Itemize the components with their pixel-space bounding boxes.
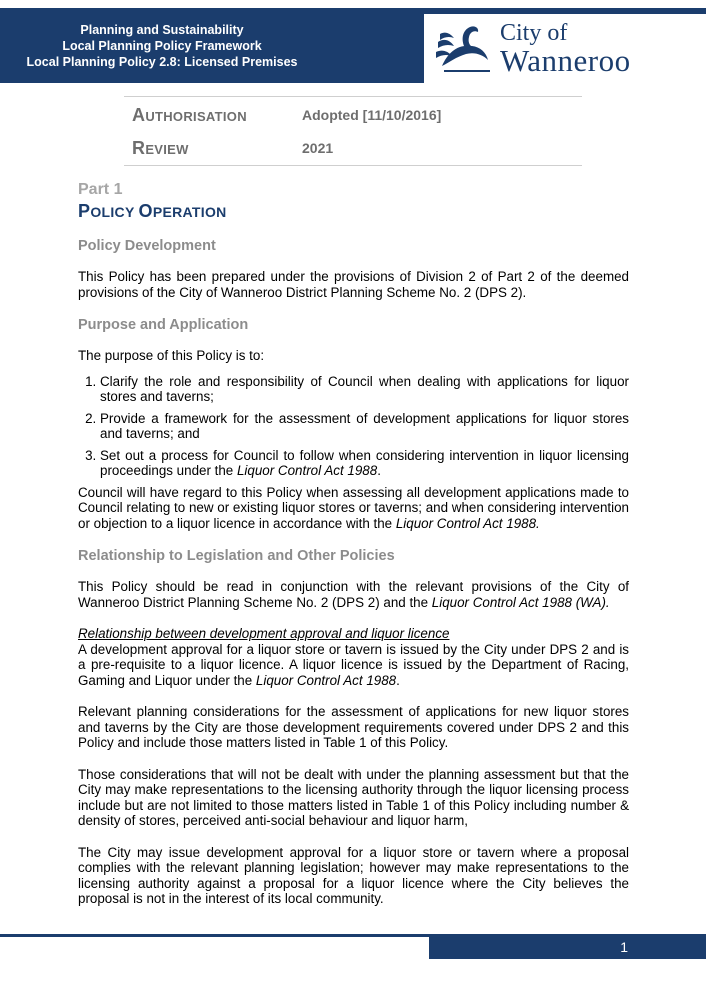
- purpose-item-3: [100, 448, 629, 479]
- review-label: [132, 138, 189, 158]
- authorisation-label-cap: A: [132, 105, 146, 125]
- review-label-cap: R: [132, 138, 146, 158]
- approval-paragraph-1-end: .: [396, 672, 400, 688]
- logo-line-1: City of: [500, 20, 568, 46]
- authorisation-label-rest: UTHORISATION: [145, 109, 247, 124]
- approval-paragraph-3: Those considerations that will not be dealt with under the planning assessment but that the City may make representations to the licensing authority through the liquor licensing process include but are not limited to those matters listed in Table 1 of this Policy including number & density of stores, perceived anti-social behaviour and liquor harm,: [78, 766, 629, 828]
- policy-development-heading: Policy Development: [78, 238, 216, 254]
- relationship-text-act: Liquor Control Act 1988 (WA).: [431, 594, 610, 610]
- purpose-list: [78, 374, 629, 479]
- approval-paragraph-1-text: A development approval for a liquor store or tavern is issued by the City under DPS 2 and is a pre-requisite to a liquor licence. A liquor licence is issued by the Department of Racing, Gaming and Liquor under the: [78, 641, 629, 688]
- purpose-outro-act: Liquor Control Act 1988.: [395, 515, 540, 531]
- header-title-block: [0, 22, 324, 70]
- purpose-heading: Purpose and Application: [78, 317, 249, 333]
- purpose-outro: [78, 485, 629, 532]
- review-label-rest: EVIEW: [145, 142, 189, 157]
- page-number: 1: [620, 939, 628, 955]
- part-title-rest-2: PERATION: [152, 204, 227, 220]
- authorisation-row: [132, 105, 442, 131]
- purpose-item-3-act: Liquor Control Act 1988: [236, 463, 378, 478]
- logo-line-2: Wanneroo: [500, 43, 631, 78]
- city-logo: [424, 14, 706, 83]
- review-row: [132, 138, 334, 164]
- relationship-text-body: This Policy should be read in conjunction with the relevant provisions of the City of Wanneroo District Planning Scheme No. 2 (DPS 2) and the: [78, 579, 629, 610]
- authorisation-value: Adopted [11/10/2016]: [302, 107, 442, 123]
- header-line-1: Planning and Sustainability: [80, 23, 244, 37]
- relationship-heading: Relationship to Legislation and Other Policies: [78, 548, 395, 564]
- document-body: [78, 180, 629, 923]
- purpose-outro-text: Council will have regard to this Policy when assessing all development applications made to Council relating to new or existing liquor stores or taverns; and when considering intervention or objection to a liquor licence in accordance with the: [78, 484, 629, 531]
- policy-development-text: This Policy has been prepared under the provisions of Division 2 of Part 2 of the deemed provisions of the City of Wanneroo District Planning Scheme No. 2 (DPS 2).: [78, 269, 629, 300]
- approval-paragraph-4: The City may issue development approval for a liquor store or tavern where a proposal complies with the relevant planning legislation; however may make representations to the licensing authority against a proposal for a liquor licence where the City believes the proposal is not in the interest of its local community.: [78, 844, 629, 906]
- part-title-cap-1: P: [78, 201, 91, 221]
- header-line-3: Local Planning Policy 2.8: Licensed Premises: [26, 55, 298, 69]
- purpose-item-3-text: Set out a process for Council to follow when considering intervention in liquor licensing proceedings under the: [100, 447, 629, 478]
- subheading-approval-licence: Relationship between development approval and liquor licence: [78, 626, 450, 641]
- authorisation-label: [132, 105, 247, 125]
- approval-paragraph-1: [78, 642, 629, 689]
- approval-paragraph-1-act: Liquor Control Act 1988: [255, 672, 397, 688]
- purpose-item-2: 2. Provide a framework for the assessment of development applications for liquor stores and taverns; and: [100, 411, 629, 442]
- part-label: Part 1: [78, 181, 123, 198]
- relationship-text: [78, 579, 629, 610]
- part-title: [78, 200, 629, 223]
- logo-wordmark: [500, 20, 631, 76]
- part-title-cap-2: O: [138, 201, 153, 221]
- black-swan-logo-icon: [434, 22, 494, 76]
- purpose-item-3-end: .: [377, 463, 381, 478]
- purpose-intro: The purpose of this Policy is to:: [78, 348, 265, 363]
- policy-meta-table: [124, 96, 582, 166]
- purpose-item-1: 1. Clarify the role and responsibility of Council when dealing with applications for liquor stores and taverns;: [100, 374, 629, 405]
- header-line-2: Local Planning Policy Framework: [62, 39, 262, 53]
- page-header: [0, 8, 706, 83]
- part-title-rest-1: OLICY: [90, 204, 139, 220]
- review-value: 2021: [302, 140, 334, 156]
- footer-bar: [429, 937, 706, 959]
- approval-paragraph-2: Relevant planning considerations for the assessment of applications for new liquor stores and taverns by the City are those development requirements covered under DPS 2 and this Policy and include those matters listed in Table 1 of this Policy.: [78, 704, 629, 750]
